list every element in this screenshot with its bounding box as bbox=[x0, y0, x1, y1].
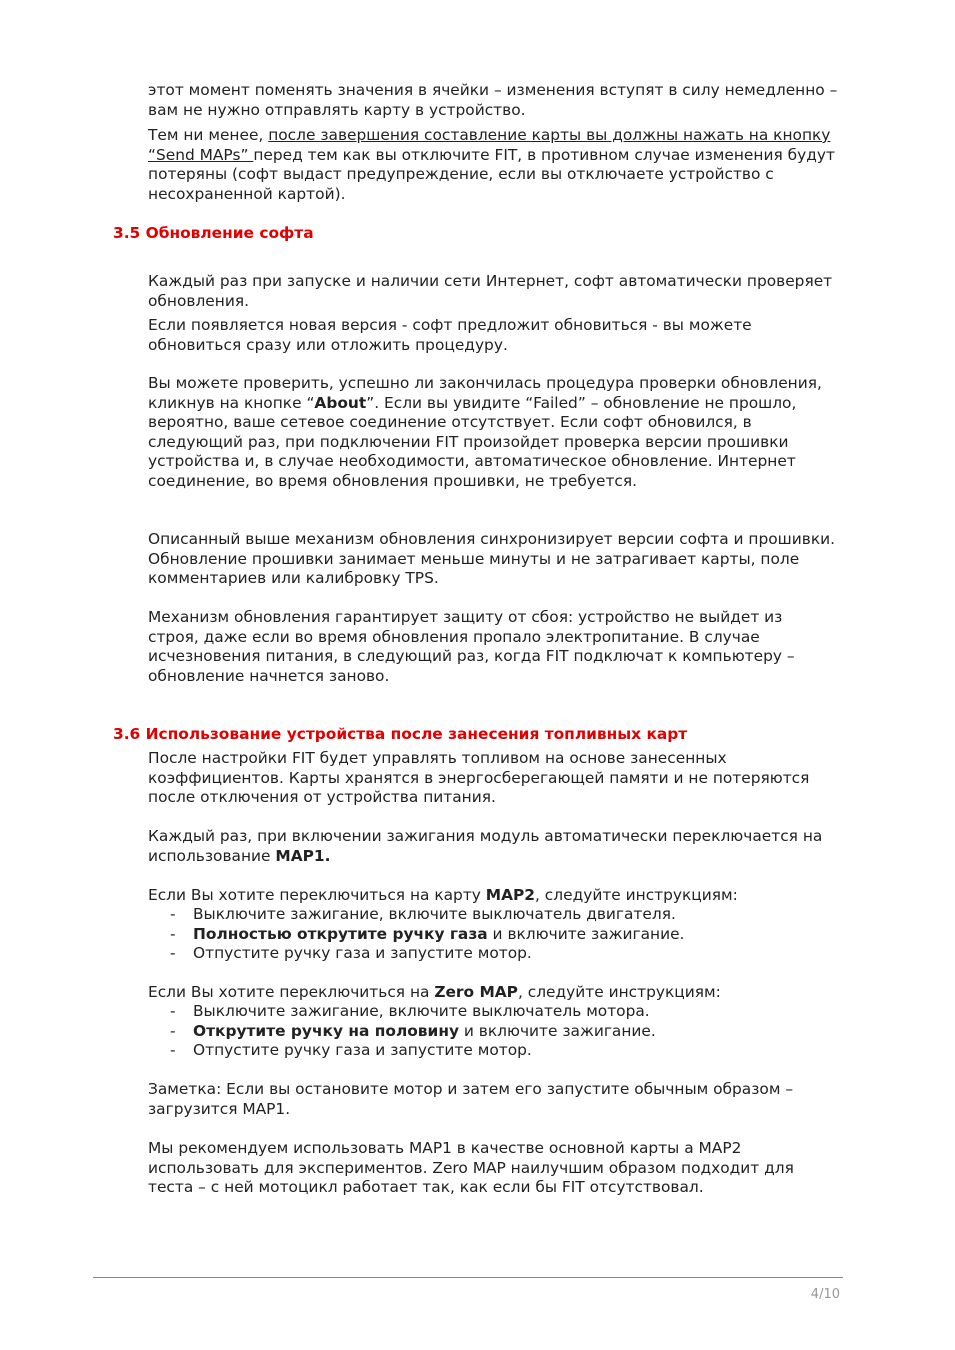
list-item-text: Отпустите ручку газа и запустите мотор. bbox=[193, 944, 532, 962]
list-item-text: и включите зажигание. bbox=[487, 924, 685, 943]
s35-paragraph-4: Описанный выше механизм обновления синхронизирует версии софта и прошивки. Обновление прошивки занимает меньше минуты и не затрагивает карты, поле комментариев или калибровку TPS. bbox=[148, 530, 836, 587]
list-item-text: Отпустите ручку газа и запустите мотор. bbox=[193, 1041, 532, 1059]
intro-p2-lead: Тем ни менее, bbox=[148, 126, 269, 144]
dash-marker: - bbox=[170, 1021, 176, 1040]
map2-instructions-list bbox=[148, 905, 838, 964]
about-button-ref: About bbox=[314, 393, 367, 412]
list-item-bold: Полностью открутите ручку газа bbox=[193, 924, 488, 943]
map1-ref: MAP1. bbox=[275, 846, 331, 865]
dash-marker: - bbox=[170, 1002, 176, 1020]
s36-p4-tail: , следуйте инструкциям: bbox=[517, 983, 721, 1001]
list-item-text: и включите зажигание. bbox=[459, 1021, 656, 1040]
list-item bbox=[148, 944, 838, 964]
dash-marker: - bbox=[170, 1041, 176, 1059]
s36-paragraph-5: Заметка: Если вы остановите мотор и затем его запустите обычным образом – загрузится MAP1. bbox=[148, 1080, 794, 1118]
s36-paragraph-4 bbox=[148, 983, 838, 1003]
list-item-bold: Открутите ручку на половину bbox=[193, 1021, 459, 1040]
intro-paragraph-1: этот момент поменять значения в ячейки – изменения вступят в силу немедленно – вам не нужно отправлять карту в устройство. bbox=[148, 81, 838, 119]
map2-ref: MAP2 bbox=[485, 886, 536, 904]
s35-paragraph-5: Механизм обновления гарантирует защиту от сбоя: устройство не выйдет из строя, даже если во время обновления пропало электропитание. В случае исчезновения питания, в следующий раз, когда FIT подключат к компьютеру – обновление начнется заново. bbox=[148, 608, 795, 685]
list-item bbox=[148, 905, 838, 925]
s36-p3-tail: , следуйте инструкциям: bbox=[535, 886, 738, 904]
list-item bbox=[148, 1041, 838, 1061]
send-maps-instruction: после завершения составление карты вы должны нажать на кнопку “Send MAPs” bbox=[148, 126, 831, 164]
s36-p2-lead: Каждый раз, при включении зажигания модуль автоматически переключается на использование bbox=[148, 827, 823, 865]
s35-paragraph-2: Если появляется новая версия - софт предложит обновиться - вы можете обновиться сразу или отложить процедуру. bbox=[148, 316, 752, 354]
intro-paragraph-2 bbox=[148, 126, 838, 204]
s36-p4-lead: Если Вы хотите переключиться на bbox=[148, 983, 435, 1001]
s36-paragraph-2 bbox=[148, 827, 838, 866]
dash-marker: - bbox=[170, 905, 176, 923]
dash-marker: - bbox=[170, 924, 176, 943]
s35-paragraph-1: Каждый раз при запуске и наличии сети Интернет, софт автоматически проверяет обновления. bbox=[148, 272, 833, 310]
intro-p2-tail: перед тем как вы отключите FIT, в противном случае изменения будут потеряны (софт выдаст предупреждение, если вы отключаете устройство с несохраненной картой). bbox=[148, 145, 835, 203]
list-item bbox=[148, 925, 838, 945]
list-item bbox=[148, 1022, 838, 1042]
s35-p3-lead: Вы можете проверить, успешно ли закончилась процедура проверки обновления, кликнув на кнопке “ bbox=[148, 374, 822, 412]
zero-map-instructions-list bbox=[148, 1002, 838, 1061]
s35-p3-tail: ”. Если вы увидите “Failed” – обновление не прошло, вероятно, ваше сетевое соединение отсутствует. Если софт обновился, в следующий раз, при подключении FIT произойдет проверка версии прошивки устройства и, в случае необходимости, автоматическое обновление. Интернет соединение, во время обновления прошивки, не требуется. bbox=[148, 393, 797, 490]
list-item bbox=[148, 1002, 838, 1022]
zero-map-ref: Zero MAP bbox=[434, 983, 518, 1001]
section-3-5-heading: 3.5 Обновление софта bbox=[113, 224, 314, 242]
section-3-6-heading: 3.6 Использование устройства после занесения топливных карт bbox=[113, 725, 688, 743]
list-item-text: Выключите зажигание, включите выключатель двигателя. bbox=[193, 905, 676, 923]
s36-paragraph-6: Мы рекомендуем использовать MAP1 в качестве основной карты а MAP2 использовать для экспериментов. Zero MAP наилучшим образом подходит для теста – с ней мотоцикл работает так, как если бы FIT отсутствовал. bbox=[148, 1139, 794, 1196]
s36-p3-lead: Если Вы хотите переключиться на карту bbox=[148, 886, 486, 904]
s35-paragraph-3 bbox=[148, 374, 838, 491]
s36-paragraph-3 bbox=[148, 886, 838, 906]
footer-divider bbox=[93, 1277, 843, 1278]
s36-paragraph-1: После настройки FIT будет управлять топливом на основе занесенных коэффициентов. Карты хранятся в энергосберегающей памяти и не потеряются после отключения от устройства питания. bbox=[148, 749, 810, 806]
dash-marker: - bbox=[170, 944, 176, 962]
page-number: 4/10 bbox=[810, 1287, 840, 1302]
list-item-text: Выключите зажигание, включите выключатель мотора. bbox=[193, 1002, 650, 1020]
